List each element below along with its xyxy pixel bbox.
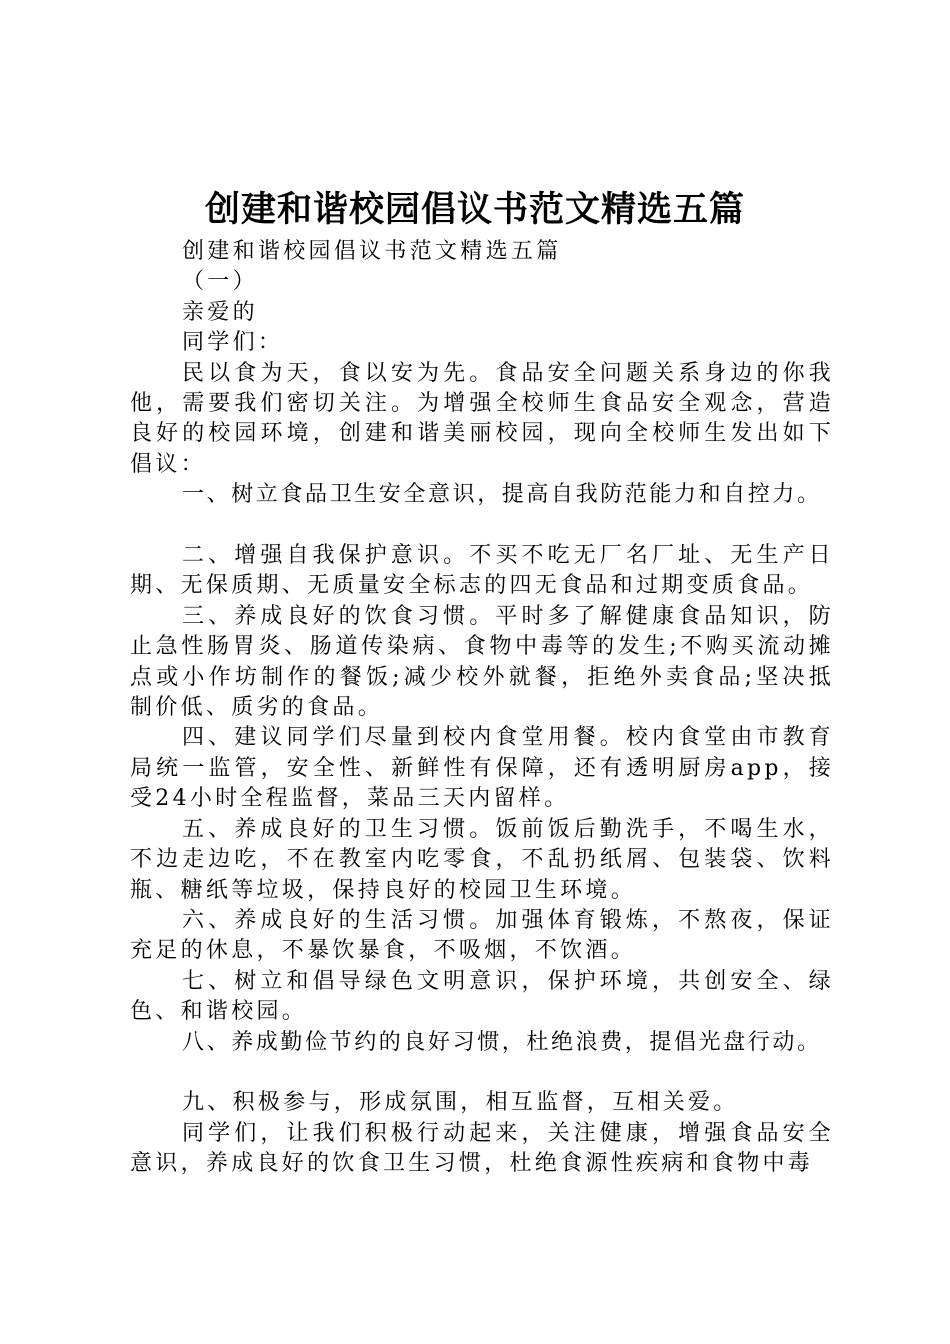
paragraph-item-2: 二、增强自我保护意识。不买不吃无厂名厂址、无生产日期、无保质期、无质量安全标志的四无食品和过期变质食品。 (130, 543, 834, 599)
paragraph-item-9: 九、积极参与，形成氛围，相互监督，互相关爱。 (182, 1090, 739, 1116)
paragraph-item-4: 四、建议同学们尽量到校内食堂用餐。校内食堂由市教育局统一监管，安全性、新鲜性有保障，还有透明厨房app，接受24小时全程监督，菜品三天内留样。 (130, 725, 834, 812)
paragraph-item-5: 五、养成良好的卫生习惯。饭前饭后勤洗手，不喝生水，不边走边吃，不在教室内吃零食，不乱扔纸屑、包装袋、饮料瓶、糖纸等垃圾，保持良好的校园卫生环境。 (130, 816, 834, 903)
paragraph-section-number: （一） (182, 269, 258, 295)
paragraph-salutation-2: 同学们： (182, 330, 284, 356)
paragraph-item-7: 七、树立和倡导绿色文明意识，保护环境，共创安全、绿色、和谐校园。 (130, 968, 834, 1025)
paragraph-item-1: 一、树立食品卫生安全意识，提高自我防范能力和自控力。 (182, 482, 822, 508)
paragraph-item-6: 六、养成良好的生活习惯。加强体育锻炼，不熬夜，保证充足的休息，不暴饮暴食，不吸烟，不饮酒。 (130, 907, 834, 964)
paragraph-subtitle: 创建和谐校园倡议书范文精选五篇 (182, 239, 562, 264)
paragraph-item-3: 三、养成良好的饮食习惯。平时多了解健康食品知识，防止急性肠胃炎、肠道传染病、食物中毒等的发生;不购买流动摊点或小作坊制作的餐饭;减少校外就餐，拒绝外卖食品;坚决抵制价低、质劣的食品。 (130, 603, 834, 721)
paragraph-item-8: 八、养成勤俭节约的良好习惯，杜绝浪费，提倡光盘行动。 (182, 1029, 822, 1055)
document-title: 创建和谐校园倡议书范文精选五篇 (204, 190, 745, 230)
document-body (130, 237, 834, 1180)
paragraph-closing: 同学们，让我们积极行动起来，关注健康，增强食品安全意识，养成良好的饮食卫生习惯，杜绝食源性疾病和食物中毒 (130, 1120, 834, 1177)
paragraph-intro: 民以食为天，食以安为先。食品安全问题关系身边的你我他，需要我们密切关注。为增强全校师生食品安全观念，营造良好的校园环境，创建和谐美丽校园，现向全校师生发出如下倡议： (130, 360, 834, 477)
paragraph-salutation-1: 亲爱的 (182, 299, 258, 325)
